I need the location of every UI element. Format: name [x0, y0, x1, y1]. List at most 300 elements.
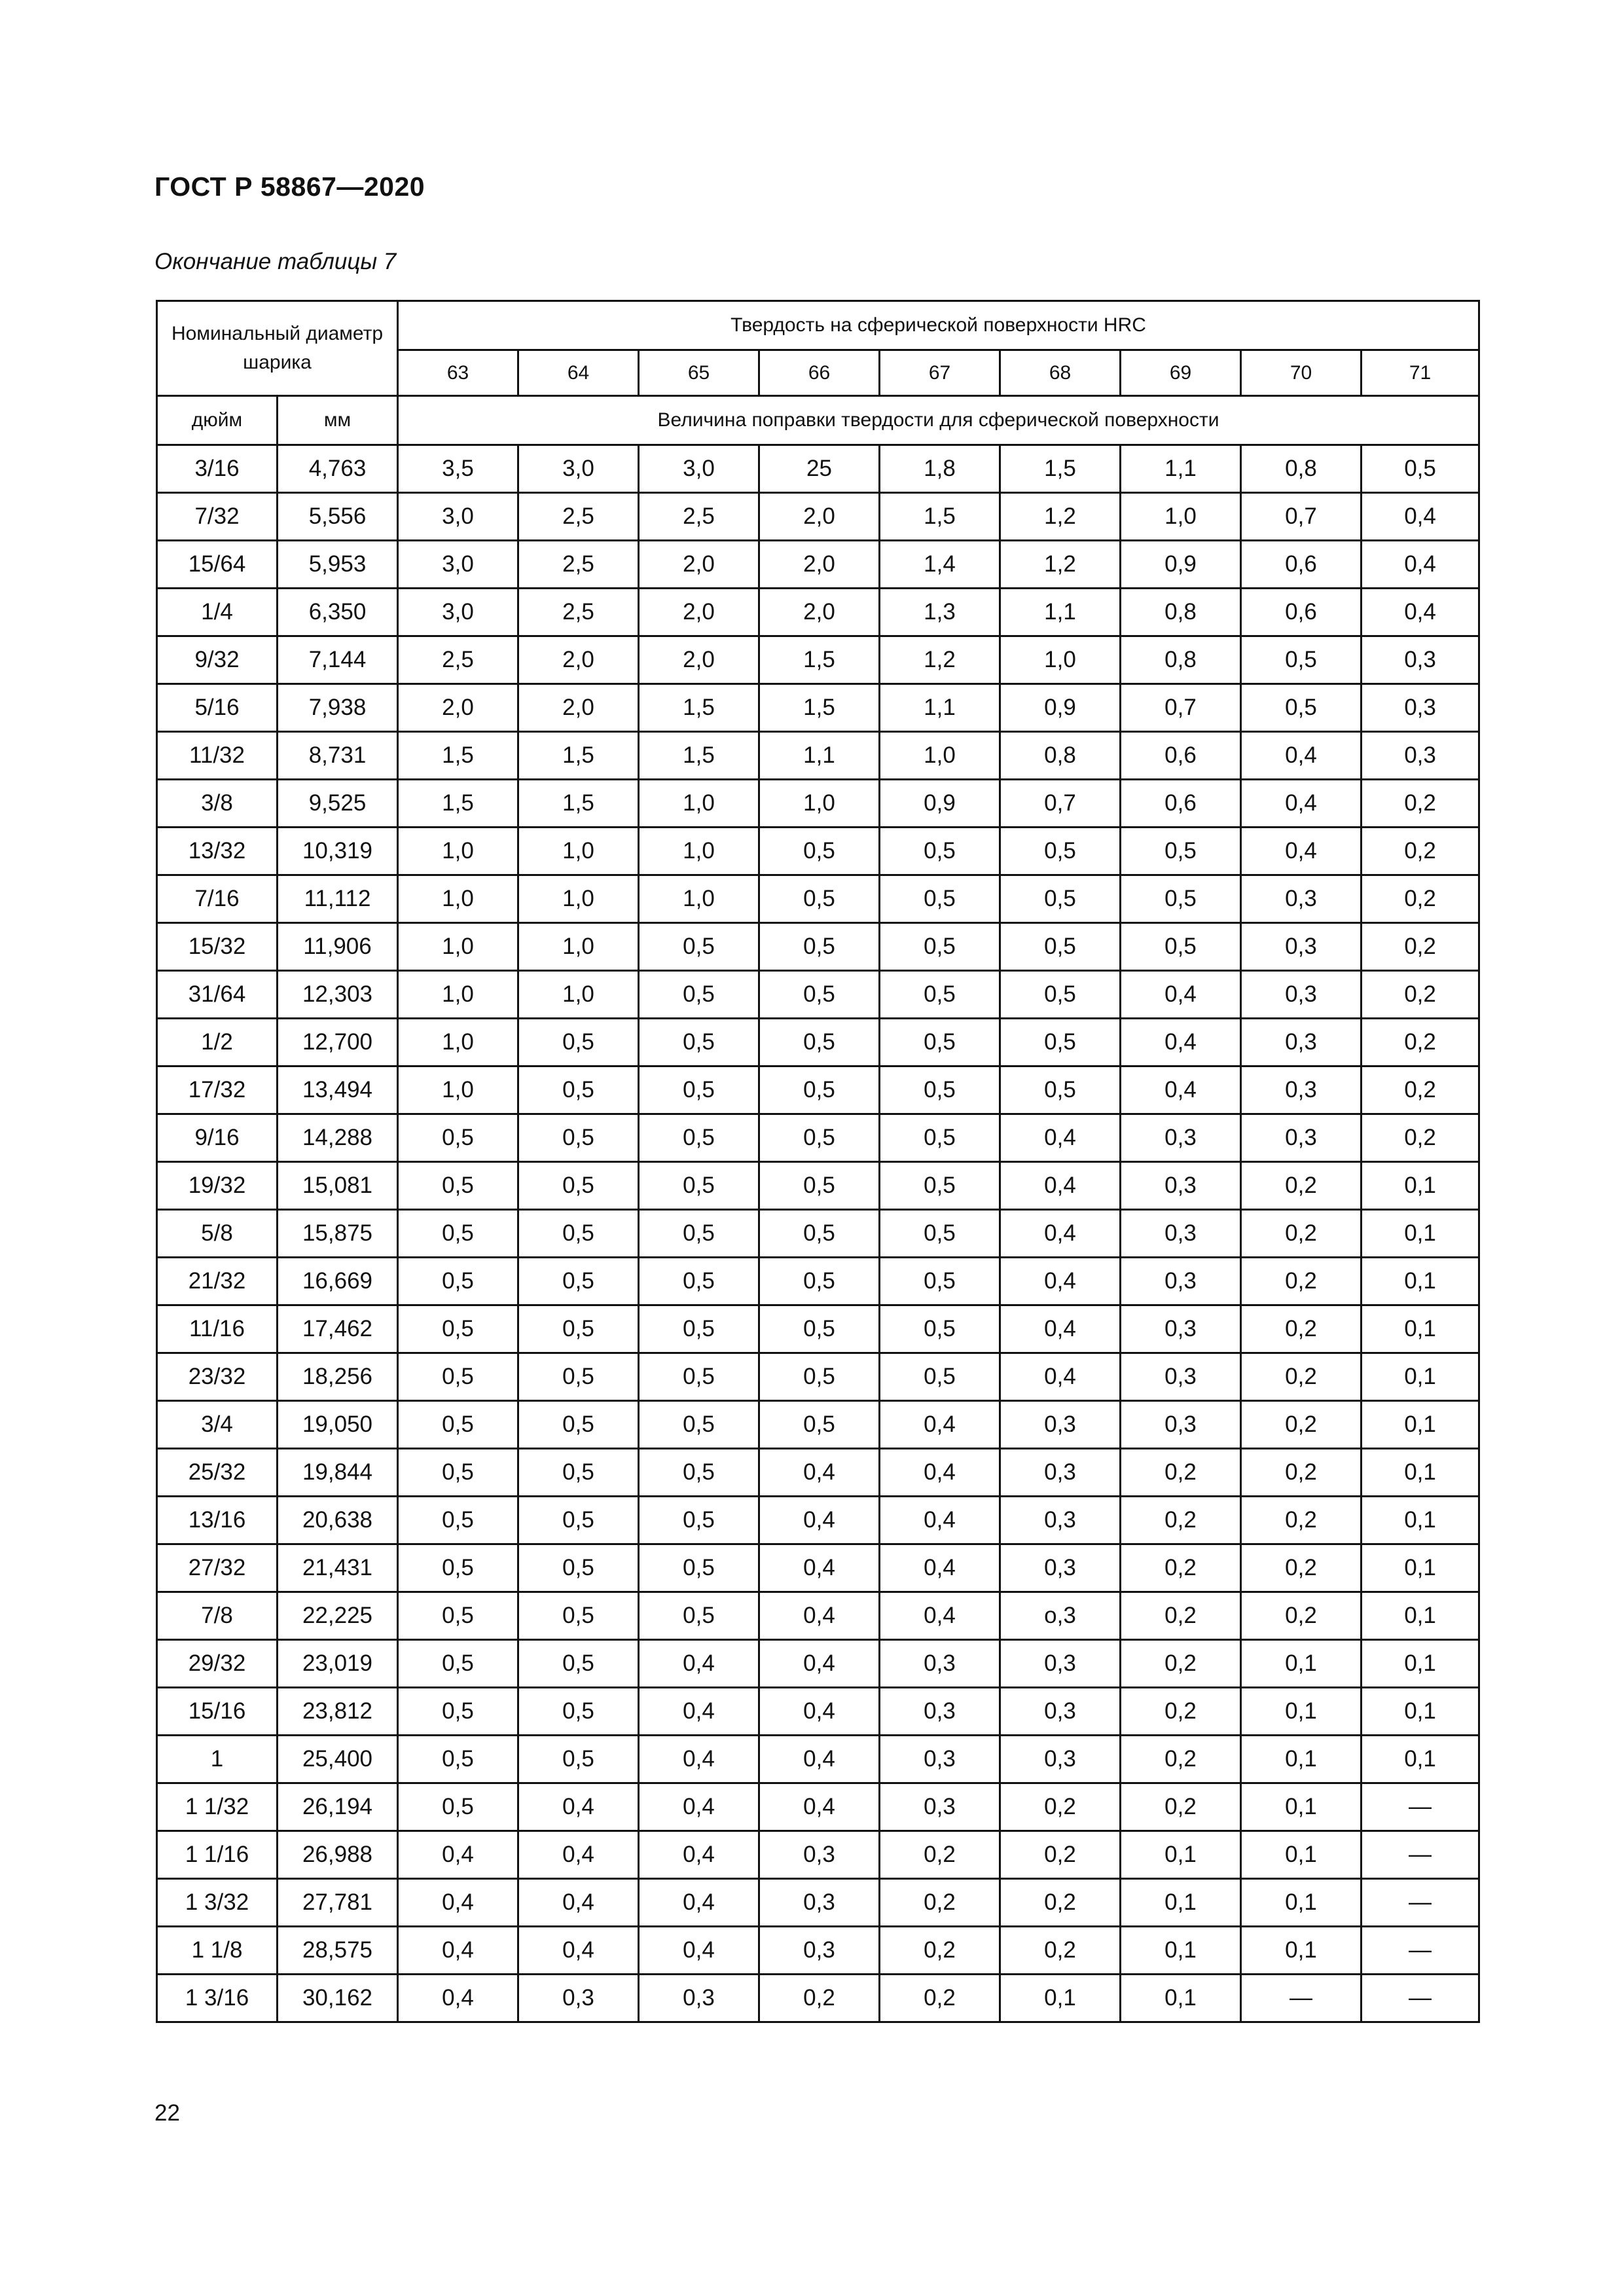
cell-hrc-68: о,3 — [1000, 1592, 1121, 1640]
cell-hrc-68: 0,2 — [1000, 1927, 1121, 1975]
cell-hrc-63: 0,5 — [398, 1783, 518, 1831]
cell-hrc-65: 0,5 — [639, 1258, 759, 1305]
cell-hrc-64: 1,5 — [518, 780, 639, 828]
cell-hrc-71: 0,2 — [1362, 828, 1479, 875]
table-row — [157, 828, 1479, 875]
cell-hrc-66: 0,5 — [759, 1019, 880, 1066]
cell-hrc-66: 0,5 — [759, 828, 880, 875]
cell-hrc-63: 0,4 — [398, 1879, 518, 1927]
cell-inch: 15/16 — [157, 1688, 278, 1736]
cell-hrc-63: 0,5 — [398, 1736, 518, 1783]
table-row — [157, 1831, 1479, 1879]
cell-hrc-71: 0,2 — [1362, 923, 1479, 971]
cell-hrc-66: 0,5 — [759, 1258, 880, 1305]
cell-mm: 12,303 — [278, 971, 398, 1019]
cell-inch: 3/4 — [157, 1401, 278, 1449]
cell-hrc-64: 2,0 — [518, 636, 639, 684]
cell-inch: 7/32 — [157, 493, 278, 541]
cell-hrc-70: 0,1 — [1241, 1640, 1362, 1688]
cell-hrc-70: 0,2 — [1241, 1401, 1362, 1449]
cell-hrc-68: 0,3 — [1000, 1688, 1121, 1736]
cell-hrc-70: 0,1 — [1241, 1831, 1362, 1879]
cell-hrc-68: 0,3 — [1000, 1449, 1121, 1497]
cell-hrc-65: 0,5 — [639, 1544, 759, 1592]
cell-hrc-66: 0,3 — [759, 1831, 880, 1879]
cell-hrc-71: 0,2 — [1362, 780, 1479, 828]
cell-hrc-63: 0,5 — [398, 1305, 518, 1353]
header-hrc-71: 71 — [1362, 350, 1479, 396]
cell-hrc-64: 0,5 — [518, 1401, 639, 1449]
header-hrc-64: 64 — [518, 350, 639, 396]
cell-hrc-68: 0,3 — [1000, 1640, 1121, 1688]
cell-hrc-71: 0,2 — [1362, 1066, 1479, 1114]
header-nominal-diameter: Номинальный диаметр шарика — [157, 301, 398, 396]
cell-hrc-64: 0,4 — [518, 1879, 639, 1927]
cell-hrc-66: 0,5 — [759, 1162, 880, 1210]
table-row — [157, 1449, 1479, 1497]
cell-hrc-70: 0,5 — [1241, 636, 1362, 684]
cell-hrc-64: 2,0 — [518, 684, 639, 732]
cell-hrc-66: 0,4 — [759, 1640, 880, 1688]
cell-hrc-69: 1,0 — [1121, 493, 1241, 541]
cell-hrc-67: 0,5 — [880, 1162, 1000, 1210]
cell-hrc-68: 0,8 — [1000, 732, 1121, 780]
table-body — [157, 445, 1479, 2022]
cell-mm: 18,256 — [278, 1353, 398, 1401]
cell-hrc-68: 0,3 — [1000, 1497, 1121, 1544]
table-row — [157, 780, 1479, 828]
cell-hrc-65: 0,5 — [639, 1114, 759, 1162]
cell-mm: 23,812 — [278, 1688, 398, 1736]
cell-mm: 30,162 — [278, 1975, 398, 2022]
cell-hrc-71: — — [1362, 1975, 1479, 2022]
cell-hrc-64: 0,5 — [518, 1066, 639, 1114]
cell-hrc-70: 0,2 — [1241, 1592, 1362, 1640]
cell-hrc-71: 0,4 — [1362, 541, 1479, 589]
cell-hrc-66: 0,5 — [759, 1305, 880, 1353]
cell-hrc-64: 0,5 — [518, 1258, 639, 1305]
cell-hrc-71: 0,1 — [1362, 1210, 1479, 1258]
cell-hrc-71: 0,1 — [1362, 1353, 1479, 1401]
cell-hrc-67: 0,3 — [880, 1783, 1000, 1831]
cell-hrc-69: 0,3 — [1121, 1401, 1241, 1449]
cell-hrc-68: 1,2 — [1000, 493, 1121, 541]
cell-hrc-69: 0,1 — [1121, 1927, 1241, 1975]
header-hrc-67: 67 — [880, 350, 1000, 396]
cell-hrc-67: 0,5 — [880, 1258, 1000, 1305]
cell-hrc-68: 1,1 — [1000, 589, 1121, 636]
cell-hrc-71: 0,2 — [1362, 1114, 1479, 1162]
cell-mm: 28,575 — [278, 1927, 398, 1975]
cell-hrc-66: 0,4 — [759, 1783, 880, 1831]
cell-hrc-68: 0,4 — [1000, 1114, 1121, 1162]
cell-hrc-65: 3,0 — [639, 445, 759, 493]
cell-hrc-67: 0,2 — [880, 1879, 1000, 1927]
cell-hrc-67: 1,8 — [880, 445, 1000, 493]
cell-hrc-67: 0,4 — [880, 1497, 1000, 1544]
cell-inch: 9/16 — [157, 1114, 278, 1162]
cell-mm: 7,144 — [278, 636, 398, 684]
cell-hrc-71: 0,1 — [1362, 1305, 1479, 1353]
cell-hrc-64: 1,0 — [518, 923, 639, 971]
cell-hrc-68: 0,1 — [1000, 1975, 1121, 2022]
table-row — [157, 1592, 1479, 1640]
cell-hrc-64: 0,5 — [518, 1162, 639, 1210]
cell-hrc-67: 0,2 — [880, 1975, 1000, 2022]
cell-mm: 19,050 — [278, 1401, 398, 1449]
cell-hrc-63: 0,5 — [398, 1544, 518, 1592]
cell-hrc-63: 0,5 — [398, 1449, 518, 1497]
table-row — [157, 1688, 1479, 1736]
cell-hrc-67: 1,2 — [880, 636, 1000, 684]
cell-hrc-64: 0,4 — [518, 1783, 639, 1831]
cell-hrc-68: 0,4 — [1000, 1210, 1121, 1258]
cell-hrc-65: 0,4 — [639, 1927, 759, 1975]
cell-hrc-63: 0,5 — [398, 1114, 518, 1162]
cell-hrc-64: 3,0 — [518, 445, 639, 493]
header-correction: Величина поправки твердости для сферической поверхности — [398, 396, 1479, 445]
cell-hrc-71: 0,2 — [1362, 971, 1479, 1019]
cell-hrc-65: 0,5 — [639, 1162, 759, 1210]
cell-hrc-66: 0,5 — [759, 923, 880, 971]
cell-hrc-71: — — [1362, 1783, 1479, 1831]
cell-hrc-71: 0,1 — [1362, 1497, 1479, 1544]
header-hrc-68: 68 — [1000, 350, 1121, 396]
cell-hrc-63: 1,0 — [398, 1019, 518, 1066]
cell-mm: 5,556 — [278, 493, 398, 541]
cell-hrc-70: 0,6 — [1241, 589, 1362, 636]
cell-hrc-68: 0,2 — [1000, 1831, 1121, 1879]
cell-hrc-63: 0,5 — [398, 1210, 518, 1258]
cell-hrc-64: 0,5 — [518, 1353, 639, 1401]
cell-hrc-70: 0,2 — [1241, 1544, 1362, 1592]
cell-mm: 4,763 — [278, 445, 398, 493]
cell-hrc-65: 0,5 — [639, 923, 759, 971]
cell-hrc-67: 0,4 — [880, 1449, 1000, 1497]
cell-hrc-69: 0,3 — [1121, 1114, 1241, 1162]
cell-hrc-69: 0,3 — [1121, 1162, 1241, 1210]
cell-inch: 15/32 — [157, 923, 278, 971]
cell-hrc-71: 0,2 — [1362, 875, 1479, 923]
table-row — [157, 493, 1479, 541]
cell-hrc-63: 1,0 — [398, 971, 518, 1019]
cell-hrc-63: 1,0 — [398, 828, 518, 875]
cell-inch: 11/16 — [157, 1305, 278, 1353]
cell-hrc-66: 0,5 — [759, 1066, 880, 1114]
cell-hrc-64: 0,5 — [518, 1592, 639, 1640]
cell-mm: 7,938 — [278, 684, 398, 732]
cell-hrc-65: 0,4 — [639, 1879, 759, 1927]
table-row — [157, 1401, 1479, 1449]
table-row — [157, 1019, 1479, 1066]
table-row — [157, 1162, 1479, 1210]
cell-mm: 23,019 — [278, 1640, 398, 1688]
cell-hrc-69: 0,2 — [1121, 1449, 1241, 1497]
cell-hrc-67: 0,2 — [880, 1927, 1000, 1975]
cell-mm: 13,494 — [278, 1066, 398, 1114]
cell-hrc-70: 0,2 — [1241, 1353, 1362, 1401]
cell-hrc-71: 0,1 — [1362, 1736, 1479, 1783]
table-row — [157, 589, 1479, 636]
table-row — [157, 1353, 1479, 1401]
cell-hrc-63: 0,5 — [398, 1353, 518, 1401]
cell-hrc-68: 0,5 — [1000, 1066, 1121, 1114]
cell-hrc-65: 0,5 — [639, 1210, 759, 1258]
cell-hrc-69: 0,7 — [1121, 684, 1241, 732]
cell-hrc-69: 0,5 — [1121, 828, 1241, 875]
table-row — [157, 1114, 1479, 1162]
header-hardness: Твердость на сферической поверхности HRC — [398, 301, 1479, 350]
cell-hrc-69: 0,9 — [1121, 541, 1241, 589]
table-row — [157, 1544, 1479, 1592]
cell-hrc-63: 0,5 — [398, 1688, 518, 1736]
cell-inch: 15/64 — [157, 541, 278, 589]
cell-hrc-65: 0,3 — [639, 1975, 759, 2022]
cell-hrc-71: 0,3 — [1362, 636, 1479, 684]
cell-hrc-66: 0,4 — [759, 1449, 880, 1497]
cell-hrc-65: 2,0 — [639, 589, 759, 636]
cell-hrc-70: 0,2 — [1241, 1162, 1362, 1210]
cell-hrc-66: 25 — [759, 445, 880, 493]
table-row — [157, 1736, 1479, 1783]
cell-hrc-63: 0,4 — [398, 1927, 518, 1975]
cell-inch: 11/32 — [157, 732, 278, 780]
cell-hrc-70: 0,7 — [1241, 493, 1362, 541]
cell-hrc-66: 2,0 — [759, 589, 880, 636]
cell-hrc-68: 0,2 — [1000, 1783, 1121, 1831]
cell-hrc-69: 0,3 — [1121, 1305, 1241, 1353]
cell-hrc-63: 1,0 — [398, 923, 518, 971]
cell-inch: 7/8 — [157, 1592, 278, 1640]
cell-hrc-65: 0,5 — [639, 1592, 759, 1640]
cell-hrc-67: 0,5 — [880, 1114, 1000, 1162]
cell-hrc-70: 0,1 — [1241, 1688, 1362, 1736]
cell-hrc-66: 1,5 — [759, 684, 880, 732]
cell-hrc-67: 0,9 — [880, 780, 1000, 828]
header-inch: дюйм — [157, 396, 278, 445]
table-row — [157, 971, 1479, 1019]
cell-hrc-65: 2,0 — [639, 636, 759, 684]
cell-hrc-63: 2,0 — [398, 684, 518, 732]
hardness-correction-table — [156, 300, 1480, 2023]
cell-hrc-69: 0,1 — [1121, 1879, 1241, 1927]
table-row — [157, 732, 1479, 780]
cell-hrc-66: 0,5 — [759, 971, 880, 1019]
cell-hrc-69: 0,3 — [1121, 1258, 1241, 1305]
table-row — [157, 1927, 1479, 1975]
cell-inch: 3/8 — [157, 780, 278, 828]
cell-inch: 31/64 — [157, 971, 278, 1019]
table-row — [157, 1305, 1479, 1353]
cell-mm: 17,462 — [278, 1305, 398, 1353]
cell-hrc-71: — — [1362, 1879, 1479, 1927]
cell-hrc-67: 0,4 — [880, 1401, 1000, 1449]
cell-inch: 1 — [157, 1736, 278, 1783]
cell-hrc-68: 0,3 — [1000, 1544, 1121, 1592]
header-hrc-65: 65 — [639, 350, 759, 396]
cell-hrc-63: 0,4 — [398, 1975, 518, 2022]
cell-hrc-68: 0,5 — [1000, 1019, 1121, 1066]
cell-hrc-67: 1,3 — [880, 589, 1000, 636]
cell-hrc-66: 0,5 — [759, 1114, 880, 1162]
cell-hrc-71: 0,1 — [1362, 1592, 1479, 1640]
cell-hrc-68: 0,4 — [1000, 1258, 1121, 1305]
cell-hrc-64: 0,4 — [518, 1927, 639, 1975]
cell-hrc-70: 0,2 — [1241, 1305, 1362, 1353]
cell-hrc-70: 0,4 — [1241, 828, 1362, 875]
cell-hrc-64: 0,3 — [518, 1975, 639, 2022]
cell-hrc-69: 0,6 — [1121, 732, 1241, 780]
cell-hrc-66: 0,3 — [759, 1927, 880, 1975]
table-caption: Окончание таблицы 7 — [154, 249, 397, 274]
cell-hrc-65: 0,4 — [639, 1783, 759, 1831]
cell-hrc-68: 1,5 — [1000, 445, 1121, 493]
cell-hrc-66: 0,5 — [759, 875, 880, 923]
cell-hrc-69: 0,4 — [1121, 971, 1241, 1019]
cell-hrc-67: 0,5 — [880, 1305, 1000, 1353]
cell-hrc-67: 0,5 — [880, 875, 1000, 923]
cell-hrc-64: 0,5 — [518, 1210, 639, 1258]
cell-hrc-63: 1,5 — [398, 732, 518, 780]
cell-hrc-71: 0,4 — [1362, 589, 1479, 636]
cell-hrc-70: 0,4 — [1241, 732, 1362, 780]
cell-hrc-68: 0,4 — [1000, 1353, 1121, 1401]
cell-hrc-66: 0,2 — [759, 1975, 880, 2022]
cell-hrc-71: 0,1 — [1362, 1688, 1479, 1736]
cell-hrc-69: 1,1 — [1121, 445, 1241, 493]
table-row — [157, 875, 1479, 923]
cell-inch: 1/2 — [157, 1019, 278, 1066]
cell-hrc-64: 2,5 — [518, 589, 639, 636]
cell-hrc-71: 0,2 — [1362, 1019, 1479, 1066]
table-row — [157, 1258, 1479, 1305]
cell-hrc-69: 0,1 — [1121, 1975, 1241, 2022]
cell-hrc-65: 0,5 — [639, 1066, 759, 1114]
cell-hrc-65: 0,4 — [639, 1688, 759, 1736]
cell-mm: 6,350 — [278, 589, 398, 636]
cell-mm: 9,525 — [278, 780, 398, 828]
cell-mm: 26,194 — [278, 1783, 398, 1831]
cell-hrc-64: 2,5 — [518, 493, 639, 541]
table-row — [157, 1066, 1479, 1114]
cell-hrc-63: 3,5 — [398, 445, 518, 493]
cell-hrc-69: 0,6 — [1121, 780, 1241, 828]
cell-hrc-70: 0,3 — [1241, 923, 1362, 971]
cell-hrc-68: 1,0 — [1000, 636, 1121, 684]
cell-hrc-66: 1,1 — [759, 732, 880, 780]
cell-inch: 1 1/32 — [157, 1783, 278, 1831]
cell-hrc-71: 0,4 — [1362, 493, 1479, 541]
cell-hrc-63: 1,0 — [398, 1066, 518, 1114]
cell-hrc-70: 0,1 — [1241, 1783, 1362, 1831]
cell-hrc-70: 0,3 — [1241, 971, 1362, 1019]
cell-mm: 20,638 — [278, 1497, 398, 1544]
cell-mm: 25,400 — [278, 1736, 398, 1783]
cell-hrc-70: 0,6 — [1241, 541, 1362, 589]
header-hrc-70: 70 — [1241, 350, 1362, 396]
cell-hrc-67: 1,0 — [880, 732, 1000, 780]
cell-mm: 15,081 — [278, 1162, 398, 1210]
cell-hrc-70: 0,1 — [1241, 1927, 1362, 1975]
cell-mm: 10,319 — [278, 828, 398, 875]
cell-hrc-69: 0,4 — [1121, 1019, 1241, 1066]
table-row — [157, 1640, 1479, 1688]
page-number: 22 — [154, 2100, 180, 2126]
header-hrc-63: 63 — [398, 350, 518, 396]
cell-hrc-65: 1,5 — [639, 732, 759, 780]
cell-inch: 29/32 — [157, 1640, 278, 1688]
cell-mm: 27,781 — [278, 1879, 398, 1927]
cell-hrc-71: 0,1 — [1362, 1162, 1479, 1210]
cell-hrc-67: 0,2 — [880, 1831, 1000, 1879]
cell-hrc-67: 0,3 — [880, 1736, 1000, 1783]
cell-hrc-64: 1,0 — [518, 971, 639, 1019]
cell-hrc-71: 0,1 — [1362, 1258, 1479, 1305]
cell-hrc-71: 0,5 — [1362, 445, 1479, 493]
cell-hrc-69: 0,2 — [1121, 1736, 1241, 1783]
cell-hrc-66: 0,5 — [759, 1353, 880, 1401]
cell-hrc-66: 1,0 — [759, 780, 880, 828]
cell-inch: 1 3/16 — [157, 1975, 278, 2022]
cell-hrc-63: 0,5 — [398, 1592, 518, 1640]
cell-hrc-63: 0,5 — [398, 1497, 518, 1544]
cell-hrc-71: — — [1362, 1831, 1479, 1879]
cell-inch: 9/32 — [157, 636, 278, 684]
cell-hrc-63: 3,0 — [398, 589, 518, 636]
cell-hrc-63: 0,5 — [398, 1640, 518, 1688]
cell-hrc-68: 0,5 — [1000, 875, 1121, 923]
table-row — [157, 923, 1479, 971]
cell-hrc-71: — — [1362, 1927, 1479, 1975]
cell-hrc-63: 2,5 — [398, 636, 518, 684]
cell-hrc-67: 0,4 — [880, 1592, 1000, 1640]
cell-hrc-66: 0,4 — [759, 1544, 880, 1592]
cell-hrc-69: 0,3 — [1121, 1210, 1241, 1258]
cell-inch: 5/8 — [157, 1210, 278, 1258]
cell-inch: 1 1/8 — [157, 1927, 278, 1975]
cell-hrc-66: 0,4 — [759, 1688, 880, 1736]
cell-hrc-71: 0,1 — [1362, 1640, 1479, 1688]
cell-hrc-67: 0,5 — [880, 1019, 1000, 1066]
cell-inch: 17/32 — [157, 1066, 278, 1114]
cell-mm: 11,112 — [278, 875, 398, 923]
cell-hrc-64: 1,0 — [518, 828, 639, 875]
cell-inch: 3/16 — [157, 445, 278, 493]
table-row — [157, 541, 1479, 589]
cell-hrc-63: 0,5 — [398, 1258, 518, 1305]
cell-hrc-64: 0,4 — [518, 1831, 639, 1879]
cell-hrc-66: 0,3 — [759, 1879, 880, 1927]
cell-hrc-67: 0,3 — [880, 1688, 1000, 1736]
cell-hrc-67: 0,5 — [880, 1353, 1000, 1401]
cell-mm: 8,731 — [278, 732, 398, 780]
cell-hrc-65: 1,5 — [639, 684, 759, 732]
cell-hrc-63: 3,0 — [398, 493, 518, 541]
cell-hrc-70: 0,3 — [1241, 1019, 1362, 1066]
cell-inch: 23/32 — [157, 1353, 278, 1401]
header-hrc-66: 66 — [759, 350, 880, 396]
cell-hrc-70: 0,2 — [1241, 1258, 1362, 1305]
cell-hrc-67: 1,5 — [880, 493, 1000, 541]
cell-hrc-65: 0,4 — [639, 1831, 759, 1879]
cell-mm: 15,875 — [278, 1210, 398, 1258]
cell-hrc-67: 0,4 — [880, 1544, 1000, 1592]
table-row — [157, 1210, 1479, 1258]
cell-hrc-69: 0,2 — [1121, 1783, 1241, 1831]
cell-hrc-67: 0,5 — [880, 923, 1000, 971]
cell-inch: 7/16 — [157, 875, 278, 923]
cell-hrc-66: 0,4 — [759, 1497, 880, 1544]
